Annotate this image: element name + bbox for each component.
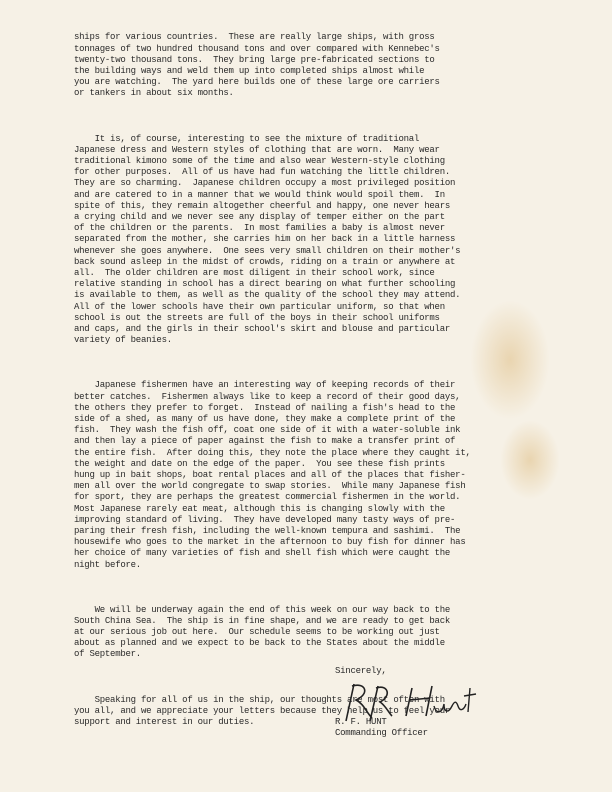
- letter-body: [74, 10, 542, 762]
- paragraph-4: We will be underway again the end of this week on our way back to the South China Sea. The ship is in fine shape, and we are ready to get back at our serious job out here. Our schedule seems to be working out just about as planned and we expect to be back to the States about the middle of September.: [74, 604, 451, 660]
- paragraph-5: Speaking for all of us in the ship, our thoughts are most often with you all, and we appreciate your letters because they help us to feel your support and interest in our duties.: [74, 694, 451, 727]
- paragraph-1: ships for various countries. These are really large ships, with gross tonnages of two hundred thousand tons and over compared with Kennebec's twenty-two thousand tons. They bring large pre-fabricated sections to the building ways and weld them up into completed ships almost while you are watching. The yard here builds one of these large ore carriers or tankers in about six months.: [74, 32, 440, 99]
- signature-block: [335, 717, 428, 739]
- closing-salutation: Sincerely,: [335, 666, 387, 676]
- signer-title: Commanding Officer: [335, 728, 428, 739]
- paragraph-2: It is, of course, interesting to see the mixture of traditional Japanese dress and Western styles of clothing that are worn. Many wear traditional kimono some of the time and also wear Western-style clothing for other purposes. All of us have had fun watching the little children. They are so charming. Japanese children occupy a most privileged position and are catered to in a manner that we would think would spoil them. In spite of this, they remain altogether cheerful and happy, one never hears a crying child and we never see any display of temper either on the part of the children or the parents. In most families a baby is almost never separated from the mother, she carries him on her back in a little harness whenever she goes anywhere. One sees very small children on their mother's back sound asleep in the midst of crowds, riding on a train or anywhere at all. The older children are most diligent in their school work, since relative standing in school has a direct bearing on what further schooling is available to them, as well as the quality of the school they may attend. All of the lower schools have their own particular uniform, so that when school is out the streets are full of the boys in their school uniforms and caps, and the girls in their school's skirt and blouse and particular variety of beanies.: [74, 133, 461, 346]
- signer-name: R. F. HUNT: [335, 717, 387, 727]
- paragraph-3: Japanese fishermen have an interesting way of keeping records of their better catches. Fishermen always like to keep a record of their good days, the others they prefer to forget. Instead of nailing a fish's head to the side of a shed, as many of us have done, they make a complete print of the fish. They wash the fish off, coat one side of it with a water-soluble ink and then lay a piece of paper against the fish to make a transfer print of the entire fish. After doing this, they note the place where they caught it, the weight and date on the edge of the paper. You see these fish prints hung up in bait shops, boat rental places and all of the places that fisher- men all over the world congregate to swap stories. While many Japanese fish for sport, they are perhaps the greatest commercial fishermen in the world. Most Japanese rarely eat meat, although this is changing slowly with the improving standard of living. They have developed many tasty ways of pre- paring their fresh fish, including the well-known tempura and sashimi. The housewife who goes to the market in the afternoon to buy fish for dinner has her choice of many varieties of fish and shell fish which were caught the night before.: [74, 380, 471, 570]
